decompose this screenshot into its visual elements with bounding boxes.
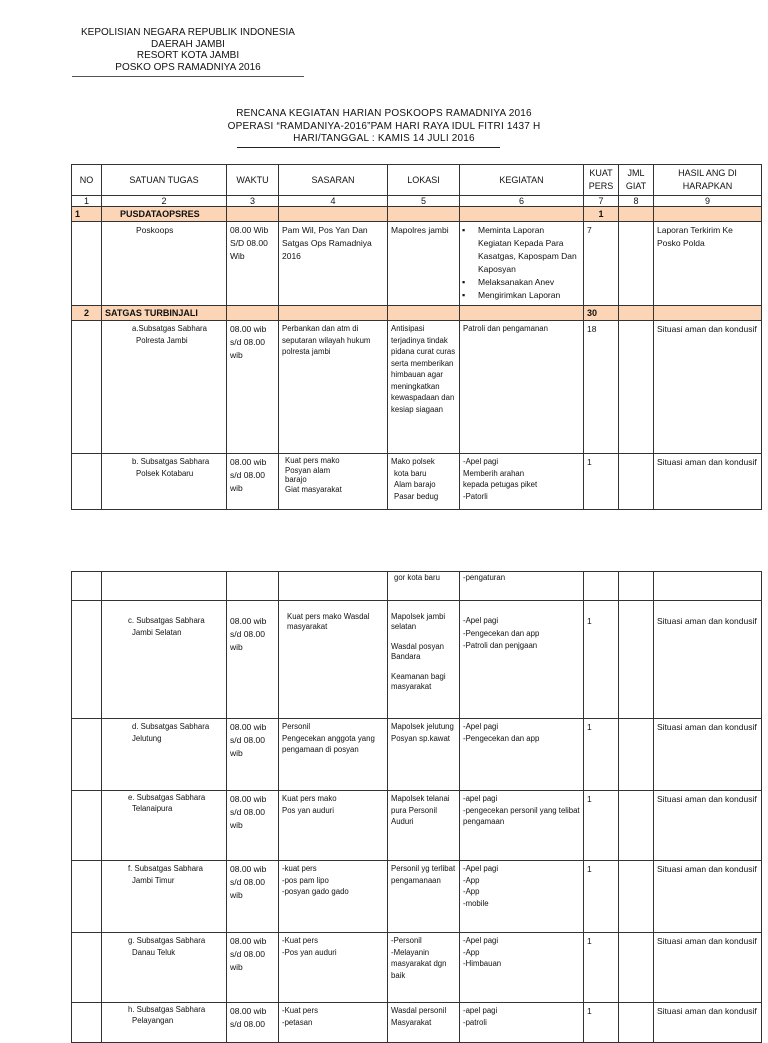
cell-satuan: c. Subsatgas Sabhara Jambi Selatan [102,601,227,719]
col-header-no: NO [72,165,102,196]
cell-jml [619,719,654,791]
cell-lokasi: gor kota baru [388,572,460,601]
cell-waktu: 08.00 wib s/d 08.00 wib [227,861,279,933]
table-row [72,601,762,719]
cell-satuan: e. Subsatgas Sabhara Telanaipura [102,791,227,861]
lokasi-line: kota baru [394,468,427,478]
cell-satuan: g. Subsatgas Sabhara Danau Teluk [102,933,227,1003]
cell-lokasi: Mapolsek telanai pura Personil Auduri [388,791,460,861]
kegiatan-item: ▪ Mengirimkan Laporan [472,289,580,302]
title-line: RENCANA KEGIATAN HARIAN POSKOOPS RAMADNIYA 2016 [236,108,532,119]
cell-kuat: 1 [584,454,619,510]
cell-lokasi: Mapolres jambi [388,222,460,306]
kegiatan-line: -Pengecekan dan app [463,733,540,743]
letterhead [72,27,304,73]
kegiatan-line: -Apel pagi [463,722,499,731]
col-number: 4 [279,196,388,207]
letterhead-line: DAERAH JAMBI [151,38,225,50]
table-row [72,222,762,306]
cell-lokasi: Antisipasi terjadinya tindak pidana curat curas serta memberikan himbauan agar meningkatkan kewaspadaan dan kesiap siagaan [388,321,460,454]
col-number: 9 [654,196,762,207]
kegiatan-line: -Apel pagi [463,936,499,945]
cell-jml [619,933,654,1003]
col-header-hasil: HASIL ANG DI HARAPKAN [654,165,762,196]
cell-waktu: 08.00 wib s/d 08.00 wib [227,933,279,1003]
section-no: 2 [72,306,102,321]
letterhead-line: POSKO OPS RAMADNIYA 2016 [115,61,261,73]
kegiatan-item: ▪ Meminta Laporan Kegiatan Kepada Para Kasatgas, Kapospam Dan Kaposyan [472,224,580,276]
section-kuat: 1 [584,207,619,222]
cell-sasaran: Kuat pers mako Wasdal masyarakat [279,601,388,719]
kegiatan-line: -mobile [463,898,489,908]
cell-sasaran: Perbankan dan atm di seputaran wilayah hukum polresta jambi [279,321,388,454]
lokasi-line: Keamanan bagi masyarakat [391,672,446,691]
sasaran-line: -Pos yan auduri [282,947,337,957]
lokasi-line: -Personil [391,936,422,945]
cell-waktu: 08.00 wib s/d 08.00 wib [227,321,279,454]
kegiatan-line: -Apel pagi [463,616,499,625]
cell-jml [619,861,654,933]
cell-hasil: Situasi aman dan kondusif [654,933,762,1003]
table-row [72,791,762,861]
kegiatan-line: kepada petugas piket [463,480,538,489]
cell-jml [619,454,654,510]
col-number: 2 [102,196,227,207]
kegiatan-line: -Pengecekan dan app [463,628,540,638]
cell-sasaran [279,454,388,510]
table-row-continued [72,572,762,601]
col-number: 6 [460,196,584,207]
lokasi-line: Pasar bedug [394,491,439,501]
cell-hasil: Situasi aman dan kondusif [654,719,762,791]
cell-waktu: 08.00 Wib S/D 08.00 Wib [227,222,279,306]
cell-sasaran [279,1003,388,1043]
cell-hasil: Situasi aman dan kondusif [654,1003,762,1043]
kegiatan-line: -Patroli dan penjgaan [463,641,538,650]
sasaran-line: Kuat pers mako [285,456,340,465]
cell-lokasi: Mapolsek jelutung Posyan sp.kawat [388,719,460,791]
kegiatan-line: -Apel pagi [463,457,499,466]
column-number-row [72,196,762,207]
cell-waktu: 08.00 wib s/d 08.00 [227,1003,279,1043]
cell-kuat: 1 [584,933,619,1003]
kegiatan-line: -apel pagi [463,1006,498,1015]
kegiatan-item: ▪ Melaksanakan Anev [472,276,580,289]
kegiatan-line: -Apel pagi [463,864,499,873]
cell-satuan: f. Subsatgas Sabhara Jambi Timur [102,861,227,933]
cell-waktu: 08.00 wib s/d 08.00 wib [227,791,279,861]
kegiatan-line: -App [463,947,480,957]
activity-table-page-1 [71,164,762,510]
lokasi-line: Mako polsek [391,457,435,466]
cell-lokasi [388,1003,460,1043]
cell-sasaran [279,861,388,933]
col-header-sasaran: SASARAN [279,165,388,196]
col-header-lokasi: LOKASI [388,165,460,196]
cell-satuan: Poskoops [102,222,227,306]
col-number: 1 [72,196,102,207]
cell-kegiatan [460,791,584,861]
letterhead-line: KEPOLISIAN NEGARA REPUBLIK INDONESIA [81,27,295,38]
cell-kegiatan [460,1003,584,1043]
cell-satuan: b. Subsatgas Sabhara Polsek Kotabaru [102,454,227,510]
table-row [72,321,762,454]
cell-hasil: Situasi aman dan kondusif [654,791,762,861]
sasaran-line: Posyan alam [285,465,331,475]
table-row [72,933,762,1003]
document-title [0,108,768,146]
cell-kegiatan [460,933,584,1003]
cell-kegiatan [460,454,584,510]
cell-kegiatan [460,222,584,306]
section-row [72,306,762,321]
letterhead-line: RESORT KOTA JAMBI [136,50,240,62]
col-header-waktu: WAKTU [227,165,279,196]
table-row [72,719,762,791]
sasaran-line: -kuat pers [282,864,317,873]
col-header-satuan: SATUAN TUGAS [102,165,227,196]
col-number: 5 [388,196,460,207]
cell-kuat: 1 [584,1003,619,1043]
title-line: OPERASI “RAMDANIYA-2016”PAM HARI RAYA IDUL FITRI 1437 H [227,120,541,132]
cell-lokasi [388,601,460,719]
col-header-kuat-pers: KUAT PERS [584,165,619,196]
lokasi-line: -Melayanin masyarakat dgn baik [391,947,447,980]
cell-kegiatan [460,719,584,791]
table-header-row [72,165,762,196]
lokasi-line: Wasdal personil [391,1006,447,1015]
cell-kegiatan: Patroli dan pengamanan [460,321,584,454]
cell-kuat: 7 [584,222,619,306]
cell-hasil: Situasi aman dan kondusif [654,454,762,510]
cell-kuat: 1 [584,861,619,933]
cell-waktu: 08.00 wib s/d 08.00 wib [227,454,279,510]
cell-sasaran [279,719,388,791]
title-underline [237,147,500,148]
col-number: 8 [619,196,654,207]
cell-sasaran [279,791,388,861]
cell-kegiatan [460,601,584,719]
table-row [72,454,762,510]
sasaran-line: -posyan gado gado [282,887,349,896]
section-kuat: 30 [584,306,619,321]
section-row [72,207,762,222]
lokasi-line: Masyarakat [391,1017,432,1027]
col-header-kegiatan: KEGIATAN [460,165,584,196]
table-row [72,1003,762,1043]
cell-kuat: 1 [584,719,619,791]
kegiatan-line: -Patorli [463,491,488,501]
kegiatan-line: Memberih arahan [463,468,525,478]
cell-lokasi: Personil yg terlibat pengamanaan [388,861,460,933]
cell-kuat: 1 [584,791,619,861]
letterhead-rule [72,76,304,77]
cell-sasaran: Pam Wil, Pos Yan Dan Satgas Ops Ramadniya 2016 [279,222,388,306]
section-name: PUSDATAOPSRES [102,207,227,222]
cell-jml [619,791,654,861]
cell-waktu: 08.00 wib s/d 08.00 wib [227,601,279,719]
cell-hasil: Situasi aman dan kondusif [654,321,762,454]
col-number: 7 [584,196,619,207]
cell-jml [619,222,654,306]
cell-hasil: Situasi aman dan kondusif [654,861,762,933]
cell-satuan: h. Subsatgas Sabhara Pelayangan [102,1003,227,1043]
sasaran-line: -pos pam lipo [282,875,329,885]
cell-kegiatan: -pengaturan [460,572,584,601]
cell-kegiatan [460,861,584,933]
col-header-jml-giat: JML GIAT [619,165,654,196]
sasaran-line: barajo [285,475,307,484]
sasaran-line: Kuat pers mako [282,794,337,803]
cell-jml [619,1003,654,1043]
sasaran-line: -Kuat pers [282,936,318,945]
kegiatan-line: -App [463,887,480,896]
cell-satuan: d. Subsatgas Sabhara Jelutung [102,719,227,791]
cell-waktu: 08.00 wib s/d 08.00 wib [227,719,279,791]
title-date-line: HARI/TANGGAL : KAMIS 14 JULI 2016 [293,133,475,144]
cell-satuan: a.Subsatgas Sabhara Polresta Jambi [102,321,227,454]
sasaran-line: Giat masyarakat [285,484,342,494]
sasaran-line: Pengecekan anggota yang pengamaan di posyan [282,733,375,754]
kegiatan-line: -apel pagi [463,794,498,803]
lokasi-line: Alam barajo [394,480,436,489]
kegiatan-line: -patroli [463,1017,487,1027]
sasaran-line: Personil [282,722,311,731]
sasaran-line: -petasan [282,1017,313,1027]
kegiatan-line: -App [463,875,480,885]
cell-kuat: 1 [584,601,619,719]
activity-table-page-2 [71,571,762,1043]
cell-lokasi [388,933,460,1003]
cell-hasil: Laporan Terkirim Ke Posko Polda [654,222,762,306]
col-number: 3 [227,196,279,207]
cell-kuat: 18 [584,321,619,454]
cell-hasil: Situasi aman dan kondusif [654,601,762,719]
table-row [72,861,762,933]
kegiatan-line: -Himbauan [463,959,502,968]
cell-lokasi [388,454,460,510]
sasaran-line: -Kuat pers [282,1006,318,1015]
lokasi-line: Mapolsek jambi selatan [391,612,446,631]
kegiatan-line: -pengecekan personil yang telibat pengamaan [463,805,580,826]
sasaran-line: Pos yan auduri [282,805,335,815]
cell-jml [619,321,654,454]
cell-jml [619,601,654,719]
lokasi-line: Wasdal posyan Bandara [391,642,445,661]
section-name: SATGAS TURBINJALI [102,306,227,321]
cell-sasaran [279,933,388,1003]
section-no: 1 [72,207,102,222]
